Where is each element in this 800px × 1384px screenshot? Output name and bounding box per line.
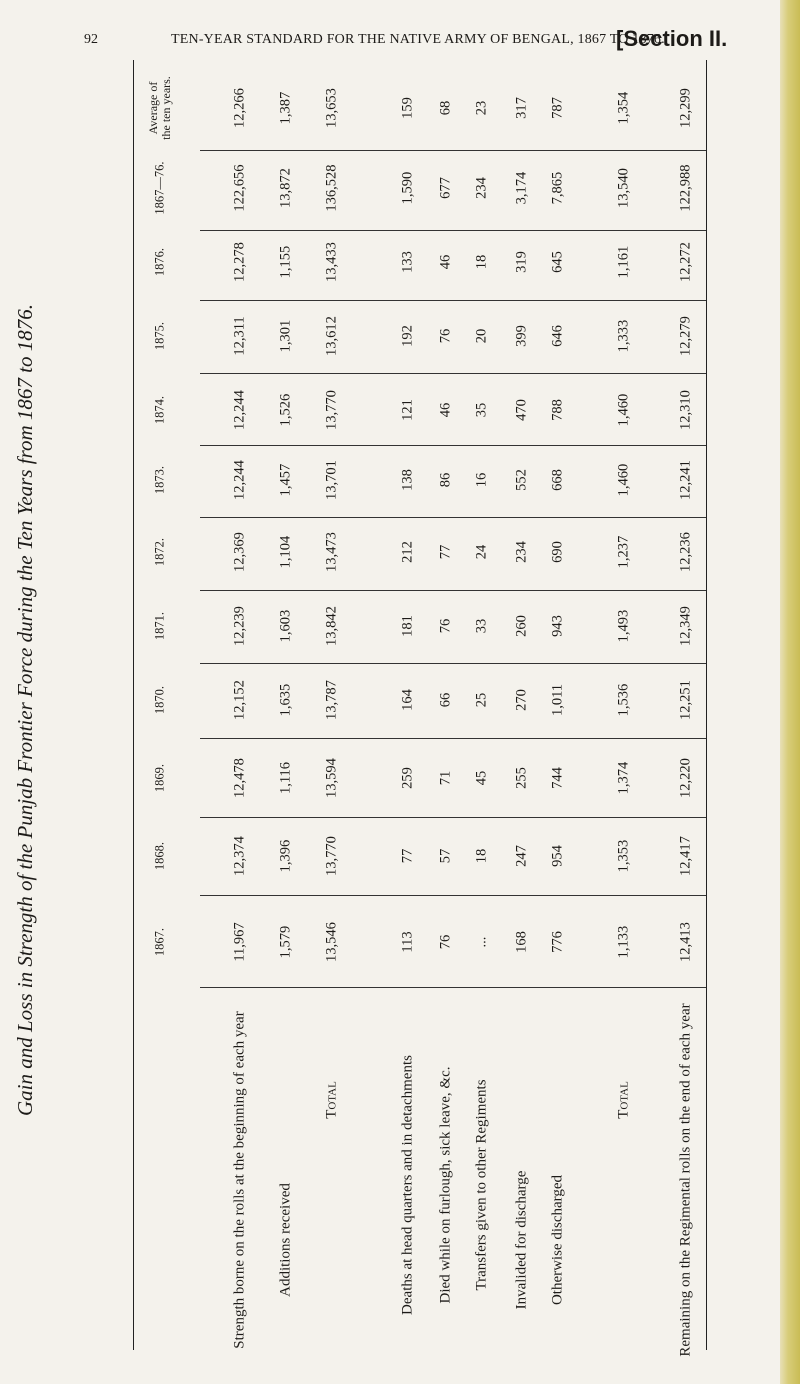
table-cell: 13,433 bbox=[323, 242, 340, 282]
table-cell: 20 bbox=[473, 328, 490, 344]
row-label: Transfers given to other Regiments bbox=[473, 1079, 490, 1291]
table-cell: 677 bbox=[437, 177, 454, 199]
table-cell: 470 bbox=[513, 399, 530, 421]
column-header: 1874. bbox=[152, 395, 167, 425]
row-label: Total bbox=[323, 1081, 340, 1119]
table-cell: 1,104 bbox=[277, 535, 294, 569]
table-cell: 122,988 bbox=[677, 164, 694, 212]
table-cell: 1,579 bbox=[277, 925, 294, 959]
table-cell: 1,237 bbox=[615, 535, 632, 569]
column-rule bbox=[200, 300, 706, 301]
table-cell: 1,460 bbox=[615, 393, 632, 427]
table-cell: 260 bbox=[513, 615, 530, 637]
table-cell: 35 bbox=[473, 402, 490, 418]
table-cell: 259 bbox=[399, 767, 416, 789]
column-rule bbox=[200, 373, 706, 374]
table-cell: 776 bbox=[549, 931, 566, 953]
column-header: 1868. bbox=[152, 841, 167, 871]
page-edge bbox=[780, 0, 800, 1384]
table-cell: 788 bbox=[549, 399, 566, 421]
table-cell: 943 bbox=[549, 615, 566, 637]
table-cell: 164 bbox=[399, 689, 416, 711]
table-cell: ... bbox=[473, 936, 490, 948]
column-header: 1876. bbox=[152, 247, 167, 277]
table-cell: 12,278 bbox=[231, 242, 248, 282]
column-rule bbox=[200, 738, 706, 739]
table-cell: 138 bbox=[399, 469, 416, 491]
column-rule bbox=[200, 445, 706, 446]
table-cell: 787 bbox=[549, 97, 566, 119]
table-cell: 192 bbox=[399, 325, 416, 347]
column-rule bbox=[200, 590, 706, 591]
table-cell: 23 bbox=[473, 100, 490, 116]
column-rule bbox=[200, 150, 706, 151]
column-header: Average of the ten years. bbox=[146, 76, 173, 140]
table-cell: 247 bbox=[513, 845, 530, 867]
table-border bbox=[706, 60, 707, 1350]
table-cell: 12,310 bbox=[677, 390, 694, 430]
table-cell: 159 bbox=[399, 97, 416, 119]
table-cell: 12,152 bbox=[231, 680, 248, 720]
table-cell: 12,478 bbox=[231, 758, 248, 798]
table-cell: 46 bbox=[437, 254, 454, 270]
table-cell: 13,701 bbox=[323, 460, 340, 500]
table-cell: 16 bbox=[473, 472, 490, 488]
table-cell: 13,872 bbox=[277, 168, 294, 208]
row-label: Deaths at head quarters and in detachments bbox=[399, 1055, 416, 1315]
table-cell: 13,612 bbox=[323, 316, 340, 356]
table-cell: 13,473 bbox=[323, 532, 340, 572]
table-cell: 255 bbox=[513, 767, 530, 789]
column-header: 1873. bbox=[152, 465, 167, 495]
table-cell: 1,536 bbox=[615, 683, 632, 717]
column-header: 1872. bbox=[152, 537, 167, 567]
table-cell: 25 bbox=[473, 692, 490, 708]
table-title: Gain and Loss in Strength of the Punjab Frontier Force during the Ten Years from 1867 to 1876. bbox=[13, 303, 37, 1117]
table-cell: 71 bbox=[437, 770, 454, 786]
table-cell: 690 bbox=[549, 541, 566, 563]
table-cell: 121 bbox=[399, 399, 416, 421]
table-cell: 12,369 bbox=[231, 532, 248, 572]
page-number: 92 bbox=[84, 32, 98, 47]
table-cell: 24 bbox=[473, 544, 490, 560]
table-cell: 12,241 bbox=[677, 460, 694, 500]
table-cell: 12,244 bbox=[231, 390, 248, 430]
table-cell: 1,374 bbox=[615, 761, 632, 795]
table-cell: 133 bbox=[399, 251, 416, 273]
table-cell: 399 bbox=[513, 325, 530, 347]
table-cell: 212 bbox=[399, 541, 416, 563]
table-cell: 234 bbox=[473, 177, 490, 199]
table-cell: 668 bbox=[549, 469, 566, 491]
table-cell: 1,333 bbox=[615, 319, 632, 353]
table-cell: 319 bbox=[513, 251, 530, 273]
column-rule bbox=[200, 230, 706, 231]
table-cell: 18 bbox=[473, 848, 490, 864]
table-cell: 86 bbox=[437, 472, 454, 488]
column-header: 1871. bbox=[152, 611, 167, 641]
table-cell: 1,460 bbox=[615, 463, 632, 497]
table-cell: 12,251 bbox=[677, 680, 694, 720]
table-cell: 13,653 bbox=[323, 88, 340, 128]
table-cell: 1,301 bbox=[277, 319, 294, 353]
column-header: 1869. bbox=[152, 763, 167, 793]
column-header: 1870. bbox=[152, 685, 167, 715]
table-cell: 181 bbox=[399, 615, 416, 637]
table-cell: 76 bbox=[437, 328, 454, 344]
table-cell: 12,220 bbox=[677, 758, 694, 798]
table-cell: 13,842 bbox=[323, 606, 340, 646]
table-cell: 13,770 bbox=[323, 390, 340, 430]
table-cell: 12,266 bbox=[231, 88, 248, 128]
table-border bbox=[133, 60, 134, 1350]
table-cell: 136,528 bbox=[323, 164, 340, 212]
table-cell: 234 bbox=[513, 541, 530, 563]
table-cell: 12,349 bbox=[677, 606, 694, 646]
running-title: TEN-YEAR STANDARD FOR THE NATIVE ARMY OF BENGAL, 1867 TO 1876. bbox=[171, 32, 665, 47]
table-cell: 18 bbox=[473, 254, 490, 270]
table-cell: 77 bbox=[399, 848, 416, 864]
table-cell: 12,374 bbox=[231, 836, 248, 876]
table-cell: 13,594 bbox=[323, 758, 340, 798]
column-rule bbox=[200, 987, 706, 988]
table-cell: 57 bbox=[437, 848, 454, 864]
table-cell: 122,656 bbox=[231, 164, 248, 212]
row-label: Died while on furlough, sick leave, &c. bbox=[437, 1066, 454, 1304]
table-cell: 1,161 bbox=[615, 245, 632, 279]
table-cell: 1,635 bbox=[277, 683, 294, 717]
row-label: Additions received bbox=[277, 1183, 294, 1297]
table-cell: 46 bbox=[437, 402, 454, 418]
table-cell: 12,413 bbox=[677, 922, 694, 962]
table-cell: 1,526 bbox=[277, 393, 294, 427]
table-cell: 12,244 bbox=[231, 460, 248, 500]
table-cell: 1,011 bbox=[549, 683, 566, 717]
table-cell: 77 bbox=[437, 544, 454, 560]
table-cell: 645 bbox=[549, 251, 566, 273]
table-cell: 33 bbox=[473, 618, 490, 634]
table-cell: 68 bbox=[437, 100, 454, 116]
column-rule bbox=[200, 817, 706, 818]
table-cell: 12,272 bbox=[677, 242, 694, 282]
column-header: 1867—76. bbox=[152, 161, 167, 215]
row-label: Remaining on the Regimental rolls on the end of each year bbox=[677, 1003, 694, 1357]
table-cell: 76 bbox=[437, 934, 454, 950]
column-rule bbox=[200, 663, 706, 664]
table-cell: 76 bbox=[437, 618, 454, 634]
table-cell: 1,116 bbox=[277, 761, 294, 795]
table-cell: 12,279 bbox=[677, 316, 694, 356]
table-cell: 646 bbox=[549, 325, 566, 347]
table-cell: 1,353 bbox=[615, 839, 632, 873]
table-cell: 1,603 bbox=[277, 609, 294, 643]
table-cell: 317 bbox=[513, 97, 530, 119]
table-cell: 1,457 bbox=[277, 463, 294, 497]
table-cell: 1,155 bbox=[277, 245, 294, 279]
column-rule bbox=[200, 895, 706, 896]
table-cell: 113 bbox=[399, 931, 416, 953]
row-label: Otherwise discharged bbox=[549, 1174, 566, 1306]
table-cell: 11,967 bbox=[231, 922, 248, 962]
row-label: Invalided for discharge bbox=[513, 1170, 530, 1310]
table-cell: 1,590 bbox=[399, 171, 416, 205]
table-cell: 1,387 bbox=[277, 91, 294, 125]
table-cell: 270 bbox=[513, 689, 530, 711]
table-cell: 168 bbox=[513, 931, 530, 953]
table-cell: 1,493 bbox=[615, 609, 632, 643]
column-header: 1875. bbox=[152, 321, 167, 351]
row-label: Strength borne on the rolls at the beginning of each year bbox=[231, 1011, 248, 1349]
table-cell: 13,540 bbox=[615, 168, 632, 208]
table-cell: 552 bbox=[513, 469, 530, 491]
table-cell: 66 bbox=[437, 692, 454, 708]
table-cell: 13,546 bbox=[323, 922, 340, 962]
table-cell: 12,417 bbox=[677, 836, 694, 876]
column-rule bbox=[200, 517, 706, 518]
table-cell: 13,770 bbox=[323, 836, 340, 876]
row-label: Total bbox=[615, 1081, 632, 1119]
table-cell: 3,174 bbox=[513, 171, 530, 205]
table-cell: 1,354 bbox=[615, 91, 632, 125]
table-cell: 7,865 bbox=[549, 171, 566, 205]
table-cell: 12,299 bbox=[677, 88, 694, 128]
table-cell: 13,787 bbox=[323, 680, 340, 720]
table-cell: 12,236 bbox=[677, 532, 694, 572]
table-cell: 12,311 bbox=[231, 316, 248, 356]
table-cell: 1,133 bbox=[615, 925, 632, 959]
section-label: [Section II. bbox=[616, 26, 728, 51]
table-cell: 954 bbox=[549, 845, 566, 867]
table-cell: 12,239 bbox=[231, 606, 248, 646]
table-cell: 45 bbox=[473, 770, 490, 786]
column-header: 1867. bbox=[152, 927, 167, 957]
table-cell: 1,396 bbox=[277, 839, 294, 873]
table-cell: 744 bbox=[549, 767, 566, 789]
